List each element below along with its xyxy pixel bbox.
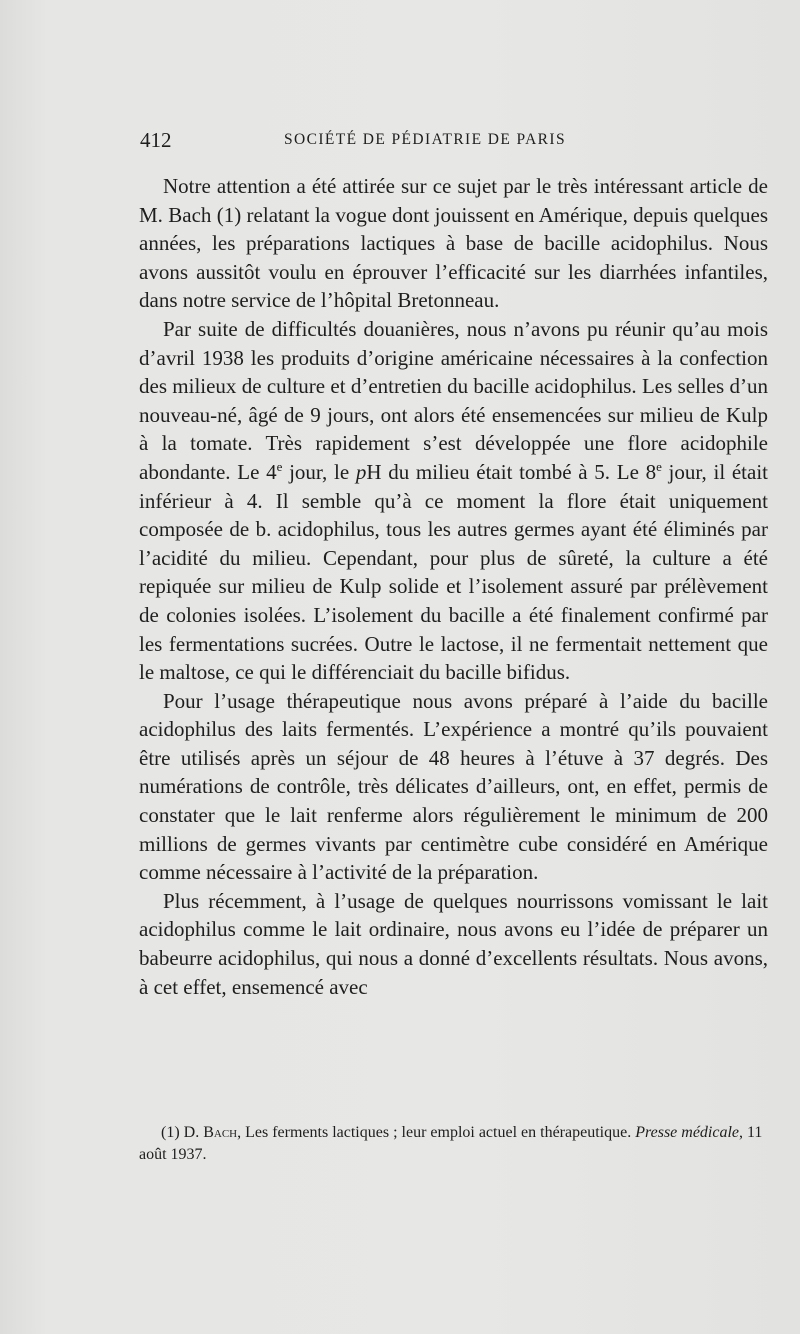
paragraph-text: Plus récemment, à l’usage de quelques nourrissons vomissant le lait acidophilus comme le lait ordinaire, nous avons eu l’idée de préparer un babeurre acidophilus, qui nous a donné d’excellents résultats. Nous avons, à cet effet, ensemencé avec xyxy=(139,888,768,999)
footnote-author: Bach xyxy=(203,1124,238,1141)
body-text xyxy=(139,172,768,1001)
running-title: SOCIÉTÉ DE PÉDIATRIE DE PARIS xyxy=(284,131,567,148)
paragraph-text: jour, il était inférieur à 4. Il semble qu’à ce moment la flore était uniquement composée de b. acidophilus, tous les autres germes ayant été éliminés par l’acidité du milieu. Cependant, pour plus de sûreté, la culture a été repiquée sur milieu de Kulp solide et l’isolement assuré par prélèvement de colonies isolées. L’isolement du bacille a été finalement confirmé par les fermentations sucrées. Outre le lactose, il ne fermentait nettement que le maltose, ce qui le différenciait du bacille bifidus. xyxy=(139,459,768,685)
paragraph xyxy=(139,315,768,687)
footnote-text: , Les ferments lactiques ; leur emploi actuel en thérapeutique. xyxy=(237,1124,636,1141)
footnote-date: , 11 août 1937. xyxy=(139,1124,763,1163)
footnote xyxy=(139,1122,779,1166)
paragraph xyxy=(139,887,768,1001)
italic-text: p xyxy=(355,459,367,484)
superscript: e xyxy=(276,458,283,474)
paragraph xyxy=(139,172,768,315)
paragraph-text: Par suite de difficultés douanières, nous n’avons pu réunir qu’au mois d’avril 1938 les produits d’origine américaine nécessaires à la confection des milieux de culture et d’entretien du bacille acidophilus. Les selles d’un nouveau-né, âgé de 9 jours, ont alors été ensemencées sur milieu de Kulp à la tomate. Très rapidement s’est développée une flore acidophile abondante. Le 4 xyxy=(139,316,768,484)
footnote-journal: Presse médicale xyxy=(635,1124,740,1141)
superscript: e xyxy=(656,458,662,474)
footnote-marker: (1) D. xyxy=(161,1124,204,1141)
page-header xyxy=(140,128,780,156)
paragraph-text: Notre attention a été attirée sur ce sujet par le très intéressant article de M. Bach (1) relatant la vogue dont jouissent en Amérique, depuis quelques années, les préparations lactiques à base de bacille acidophilus. Nous avons aussitôt voulu en éprouver l’efficacité sur les diarrhées infantiles, dans notre service de l’hôpital Bretonneau. xyxy=(139,174,768,313)
paragraph xyxy=(139,687,768,887)
paragraph-text: Pour l’usage thérapeutique nous avons préparé à l’aide du bacille acidophilus des laits fermentés. L’expérience a montré qu’ils pouvaient être utilisés après un séjour de 48 heures à l’étuve à 37 degrés. Des numérations de contrôle, très délicates d’ailleurs, ont, en effet, permis de constater que le lait renferme alors régulièrement le minimum de 200 millions de germes vivants par centimètre cube considéré en Amérique comme nécessaire à l’activité de la préparation. xyxy=(139,688,768,885)
paragraph-text: H du milieu était tombé à 5. Le 8 xyxy=(366,459,657,484)
page-number: 412 xyxy=(140,128,172,152)
paragraph-text: jour, le xyxy=(282,459,356,484)
